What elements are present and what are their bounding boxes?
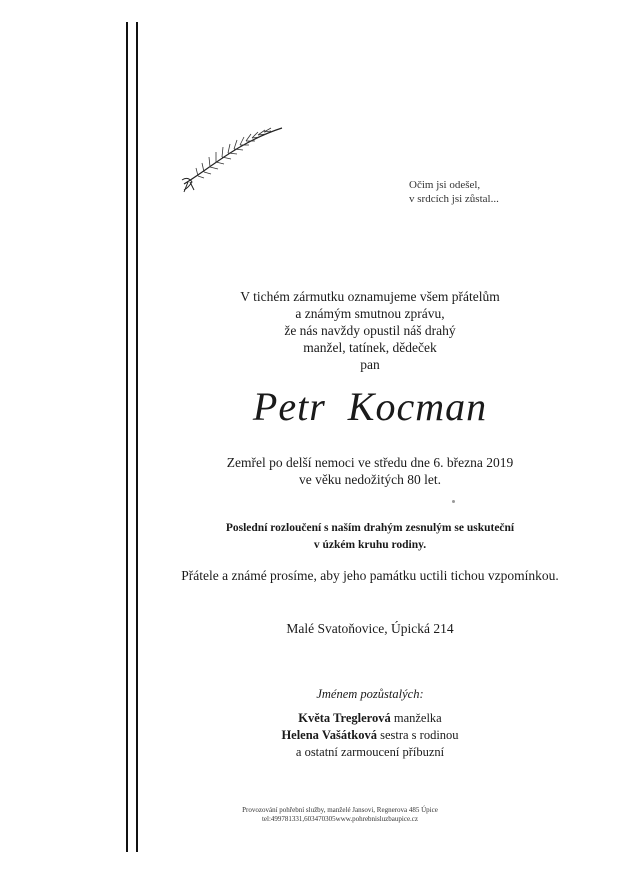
friends-request: Přátele a známé prosíme, aby jeho památku uctili tichou vzpomínkou. [181,568,559,583]
survivor-name: Květa Treglerová [298,711,391,725]
death-line-2: ve věku nedožitých 80 let. [298,472,442,487]
decorative-dot [452,500,455,503]
death-line-1: Zemřel po delší nemoci ve středu dne 6. března 2019 [226,455,514,470]
survivor-relation: manželka [390,711,442,725]
intro-line-4: manžel, tatínek, dědeček [303,340,437,355]
survivor-row: a ostatní zarmoucení příbuzní [295,745,445,759]
intro-line-1: V tichém zármutku oznamujeme všem přátelům [240,289,500,304]
left-border-line [126,22,128,852]
motto [409,178,499,206]
survivors-list [150,710,590,761]
palm-branch-icon [178,122,288,194]
deceased-name: Petr Kocman [252,384,488,429]
survivor-row [150,710,590,727]
survivors-heading: Jménem pozůstalých: [316,687,424,701]
left-border-line-inner [136,22,138,852]
announcement-intro [150,288,590,373]
intro-line-2: a známým smutnou zprávu, [295,306,445,321]
footer-line-2: tel:499781331,603470305www.pohrebnisluzbaupice.cz [261,815,419,823]
motto-line-1: Očim jsi odešel, [409,179,481,191]
funeral-service-footer [210,806,470,824]
death-details [150,454,590,488]
address: Malé Svatoňovice, Úpická 214 [286,621,454,636]
motto-line-2: v srdcích jsi zůstal... [409,193,499,205]
farewell-line-1: Poslední rozloučení s naším drahým zesnulým se uskuteční [225,522,515,534]
survivor-row [150,727,590,744]
intro-line-5: pan [360,357,380,372]
survivor-name: Helena Vašátková [281,728,377,742]
footer-line-1: Provozování pohřební služby, manželé Jansovi, Regnerova 485 Úpice [242,806,438,814]
survivor-relation: sestra s rodinou [376,728,459,742]
intro-line-3: že nás navždy opustil náš drahý [284,323,456,338]
farewell-line-2: v úzkém kruhu rodiny. [313,539,427,551]
farewell-notice [150,520,590,554]
